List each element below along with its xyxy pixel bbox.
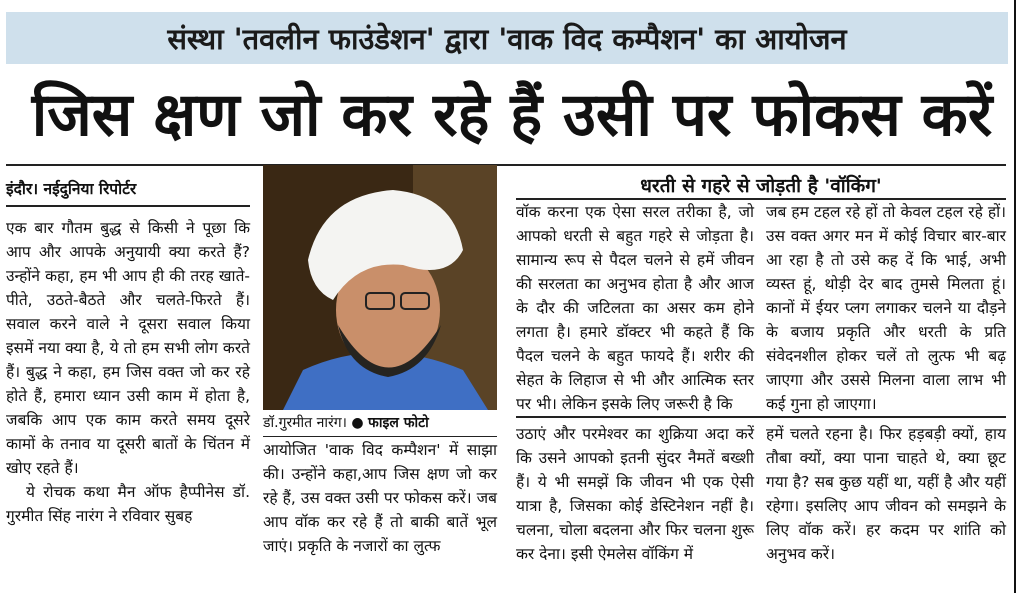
caption-dot-icon: ● <box>351 415 364 431</box>
column-3-bottom-paragraph: उठाएं और परमेश्वर का शुक्रिया अदा करें कि उसने आपको इतनी सुंदर नैमतें बख्शी हैं। ये भी समझें कि जीवन भी एक ऐसी यात्रा है, जिसका कोई डेस्टिनेशन नहीं है। चलना, चोला बदलना और फिर चलना शुरू कर देना। इसी ऐमलेस वॉकिंग में <box>516 425 754 563</box>
portrait-illustration <box>263 165 497 410</box>
column-1-paragraph: एक बार गौतम बुद्ध से किसी ने पूछा कि आप और आपके अनुयायी क्या करते हैं? उन्होंने कहा, हम भी आप ही की तरह खाते-पीते, उठते-बैठते और चलते-फिरते हैं। सवाल करने वाले ने दूसरा सवाल किया इसमें नया क्या है, ये तो हम सभी लोग करते हैं। बुद्ध ने कहा, हम जिस वक्त जो कर रहे होते हैं, हमारा ध्यान उसी काम में होता है, जबकि आप एक काम करते समय दूसरे कामों के तनाव या दूसरी बातों के चिंतन में खोए रहते हैं। <box>6 219 250 477</box>
column-1-paragraph-2: ये रोचक कथा मैन ऑफ हैप्पीनेस डॉ. गुरमीत सिंह नारंग ने रविवार सुबह <box>6 483 250 525</box>
column-4-bottom-paragraph: हमें चलते रहना है। फिर हड़बड़ी क्यों, हाय तौबा क्यों, क्या पाना चाहते थे, क्या छूट गया है? सब कुछ यहीं था, यहीं है और यहीं रहेगा। इसलिए आप जीवन को समझने के लिए वॉक करें। हर कदम पर शांति को अनुभव करें। <box>766 425 1006 563</box>
page-edge-rule <box>1014 0 1016 593</box>
column-3-top-paragraph: वॉक करना एक ऐसा सरल तरीका है, जो आपको धरती से बहुत गहरे से जोड़ता है। सामान्य रूप से पैदल चलने से हमें जीवन की सरलता का अनुभव होता है और आज के दौर की जटिलता का असर कम होने लगता है। हमारे डॉक्टर भी कहते हैं कि पैदल चलने के बहुत फायदे हैं। शरीर की सेहत के लिहाज से भी और आत्मिक स्तर पर भी। लेकिन इसके लिए जरूरी है कि <box>516 203 754 413</box>
byline: इंदौर। नईदुनिया रिपोर्टर <box>6 180 137 198</box>
sidebar-column-4-bottom <box>766 422 1006 566</box>
article-column-1 <box>6 216 250 528</box>
sidebar-column-3-bottom <box>516 422 754 566</box>
sidebar-column-3-top <box>516 200 754 416</box>
sidebar-mid-rule <box>516 416 1006 418</box>
headline: जिस क्षण जो कर रहे हैं उसी पर फोकस करें <box>31 80 993 150</box>
kicker-banner <box>6 12 1008 64</box>
caption-credit: फाइल फोटो <box>368 415 429 431</box>
sidebar-column-4-top <box>766 200 1006 416</box>
article-column-2 <box>263 438 497 558</box>
sidebar-subhead: धरती से गहरे से जोड़ती है 'वॉकिंग' <box>640 175 882 197</box>
byline-rule <box>6 205 250 207</box>
caption-rule <box>263 436 497 437</box>
caption-name: डॉ.गुरमीत नारंग। <box>263 415 347 431</box>
photo-caption <box>263 413 497 432</box>
column-2-paragraph: आयोजित 'वाक विद कम्पैशन' में साझा की। उन्होंने कहा,आप जिस क्षण जो कर रहे हैं, उस वक्त उसी पर फोकस करें। जब आप वॉक कर रहे हैं तो बाकी बातें भूल जाएं। प्रकृति के नजारों का लुत्फ <box>263 441 497 555</box>
column-4-top-paragraph: जब हम टहल रहे हों तो केवल टहल रहे हों। उस वक्त अगर मन में कोई विचार बार-बार आ रहा है तो उसे कह दें कि भाई, अभी व्यस्त हूं, थोड़ी देर बाद तुमसे मिलता हूं। कानों में ईयर प्लग लगाकर चलने या दौड़ने के बजाय प्रकृति और धरती के प्रति संवेदनशील होकर चलें तो लुत्फ भी बढ़ जाएगा और उससे मिलना वाला लाभ भी कई गुना हो जाएगा। <box>766 203 1006 413</box>
kicker-text: संस्था 'तवलीन फाउंडेशन' द्वारा 'वाक विद कम्पैशन' का आयोजन <box>167 21 847 56</box>
headline-rule <box>6 164 1006 166</box>
portrait-photo <box>263 165 497 410</box>
